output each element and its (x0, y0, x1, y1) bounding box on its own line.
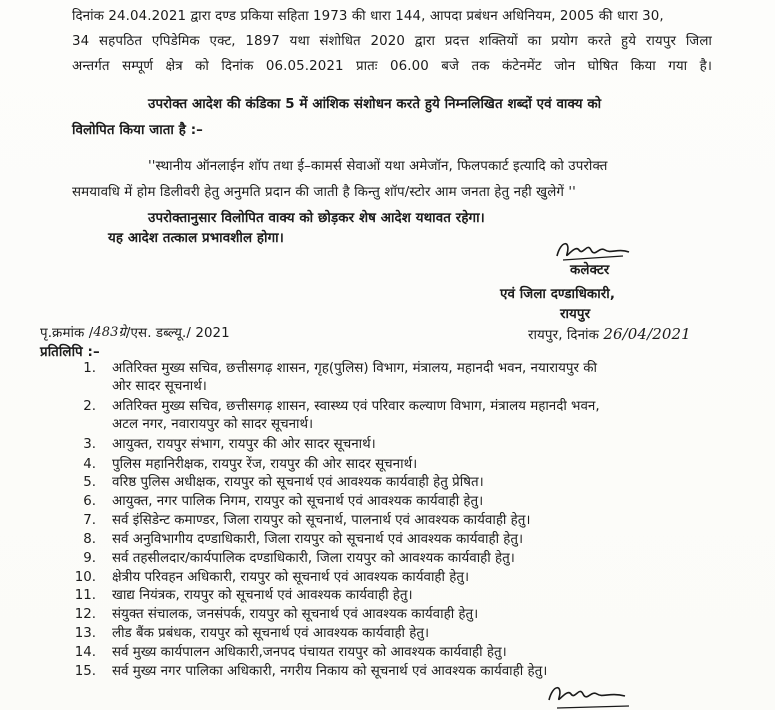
ref-suffix: /एस. डब्ल्यू./ 2021 (125, 326, 230, 341)
copy-item-text: अतिरिक्त मुख्य सचिव, छत्तीसगढ़ शासन, गृह(पुलिस) विभाग, मंत्रालय, महानदी भवन, नयारायपुर की (112, 361, 598, 376)
copy-item-text: आयुक्त, रायपुर संभाग, रायपुर की ओर सादर सूचनार्थ। (112, 437, 376, 452)
copy-item-number: 8. (83, 532, 96, 547)
order-quote-line2: समयावधि में होम डिलीवरी हेतु अनुमति प्रदान की जाती है किन्तु शॉप/स्टोर आम जनता हेतु नही खुलेगें '' (72, 185, 576, 200)
order-para1-line3: अन्तर्गत सम्पूर्ण क्षेत्र को दिनांक 06.05.2021 प्रातः 06.00 बजे तक कंटेनमेंट जोन घोषित किया गया है। (72, 59, 712, 74)
order-para4: यह आदेश तत्काल प्रभावशील होगा। (108, 231, 284, 246)
copy-item-text: अतिरिक्त मुख्य सचिव, छत्तीसगढ़ शासन, स्वास्थ्य एवं परिवार कल्याण विभाग, मंत्रालय महानदी भवन, (112, 399, 600, 414)
date-value: 26/04/2021 (603, 325, 691, 343)
copy-item-number: 11. (74, 588, 96, 603)
copy-item-text: पुलिस महानिरीक्षक, रायपुर रेंज, रायपुर की ओर सादर सूचनार्थ। (112, 457, 418, 472)
order-quote-line1: ''स्थानीय ऑनलाईन शॉप तथा ई–कामर्स सेवाओं यथा अमेजॉन, फिलपकार्ट इत्यादि को उपरोक्त (148, 159, 608, 174)
copy-item-number: 1. (83, 361, 96, 376)
copy-item-text: सर्व इंसिडेन्ट कमाण्डर, जिला रायपुर को सूचनार्थ, पालनार्थ एवं आवश्यक कार्यवाही हेतु। (112, 513, 531, 528)
copy-item-text: सर्व अनुविभागीय दण्डाधिकारी, जिला रायपुर को सूचनार्थ एवं आवश्यक कार्यवाही हेतु। (112, 532, 524, 547)
signature-place: रायपुर (560, 307, 591, 322)
copy-label: प्रतिलिपि :– (40, 345, 100, 360)
signature-designation: एवं जिला दण्डाधिकारी, (500, 287, 616, 302)
copy-item-number: 12. (74, 607, 96, 622)
copy-item-text: सर्व मुख्य कार्यपालन अधिकारी,जनपद पंचायत रायपुर को आवश्यक कार्यवाही हेतु। (112, 645, 507, 660)
copy-item-number: 5. (83, 475, 96, 490)
copy-item-number: 13. (74, 626, 96, 641)
ref-prefix: पृ.क्रमांक / (40, 326, 94, 341)
signature-scribble-bottom (545, 682, 635, 710)
copy-item-number: 15. (74, 664, 96, 679)
copy-item-text: संयुक्त संचालक, जनसंपर्क, रायपुर को सूचनार्थ एवं आवश्यक कार्यवाही हेतु। (112, 607, 479, 622)
copy-item-text: लीड बैंक प्रबंधक, रायपुर को सूचनार्थ एवं आवश्यक कार्यवाही हेतु। (112, 626, 430, 641)
order-para3: उपरोक्तानुसार विलोपित वाक्य को छोड़कर शेष आदेश यथावत रहेगा। (148, 211, 485, 226)
copy-item-number: 6. (83, 494, 96, 509)
copy-item-text: वरिष्ठ पुलिस अधीक्षक, रायपुर को सूचनार्थ एवं आवश्यक कार्यवाही हेतु प्रेषित। (112, 475, 484, 490)
signature-title: कलेक्टर (570, 263, 610, 278)
copy-item-number: 7. (83, 513, 96, 528)
copy-item-text: आयुक्त, नगर पालिक निगम, रायपुर को सूचनार्थ एवं आवश्यक कार्यवाही हेतु। (112, 494, 484, 509)
endorsement-ref (40, 325, 230, 343)
copy-item-text: अटल नगर, नवारायपुर को सादर सूचनार्थ। (112, 417, 314, 432)
copy-item-number: 4. (83, 457, 96, 472)
copy-item-number: 9. (83, 551, 96, 566)
ref-number-handwritten: 483ग्रे (93, 325, 126, 340)
copy-item-text: ओर सादर सूचनार्थ। (112, 379, 207, 394)
order-para1-line1: दिनांक 24.04.2021 द्वारा दण्ड प्रकिया सहिता 1973 की धारा 144, आपदा प्रबंधन अधिनियम, 2005 की धारा 30, (72, 9, 664, 24)
date-label: रायपुर, दिनांक (528, 328, 599, 343)
copy-item-number: 3. (83, 437, 96, 452)
copy-item-text: खाद्य नियंत्रक, रायपुर को सूचनार्थ एवं आवश्यक कार्यवाही हेतु। (112, 588, 413, 603)
copy-item-text: सर्व मुख्य नगर पालिका अधिकारी, नगरीय निकाय को सूचनार्थ एवं आवश्यक कार्यवाही हेतु। (112, 664, 548, 679)
order-para2-line1: उपरोक्त आदेश की कंडिका 5 में आंशिक संशोधन करते हुये निम्नलिखित शब्दों एवं वाक्य को (148, 97, 602, 112)
order-para1-line2: 34 सहपठित एपिडेमिक एक्ट, 1897 यथा संशोधित 2020 द्वारा प्रदत्त शक्तियों का प्रयोग करते हुये रायपुर जिला (72, 34, 712, 49)
copy-item-number: 14. (74, 645, 96, 660)
copy-item-text: क्षेत्रीय परिवहन अधिकारी, रायपुर को सूचनार्थ एवं आवश्यक कार्यवाही हेतु। (112, 570, 470, 585)
copy-item-text: सर्व तहसीलदार/कार्यपालिक दण्डाधिकारी, जिला रायपुर को आवश्यक कार्यवाही हेतु। (112, 551, 515, 566)
order-para2-line2: विलोपित किया जाता है :– (72, 123, 203, 138)
copy-item-number: 10. (74, 570, 96, 585)
signature-date-row (528, 325, 691, 345)
copy-item-number: 2. (83, 399, 96, 414)
